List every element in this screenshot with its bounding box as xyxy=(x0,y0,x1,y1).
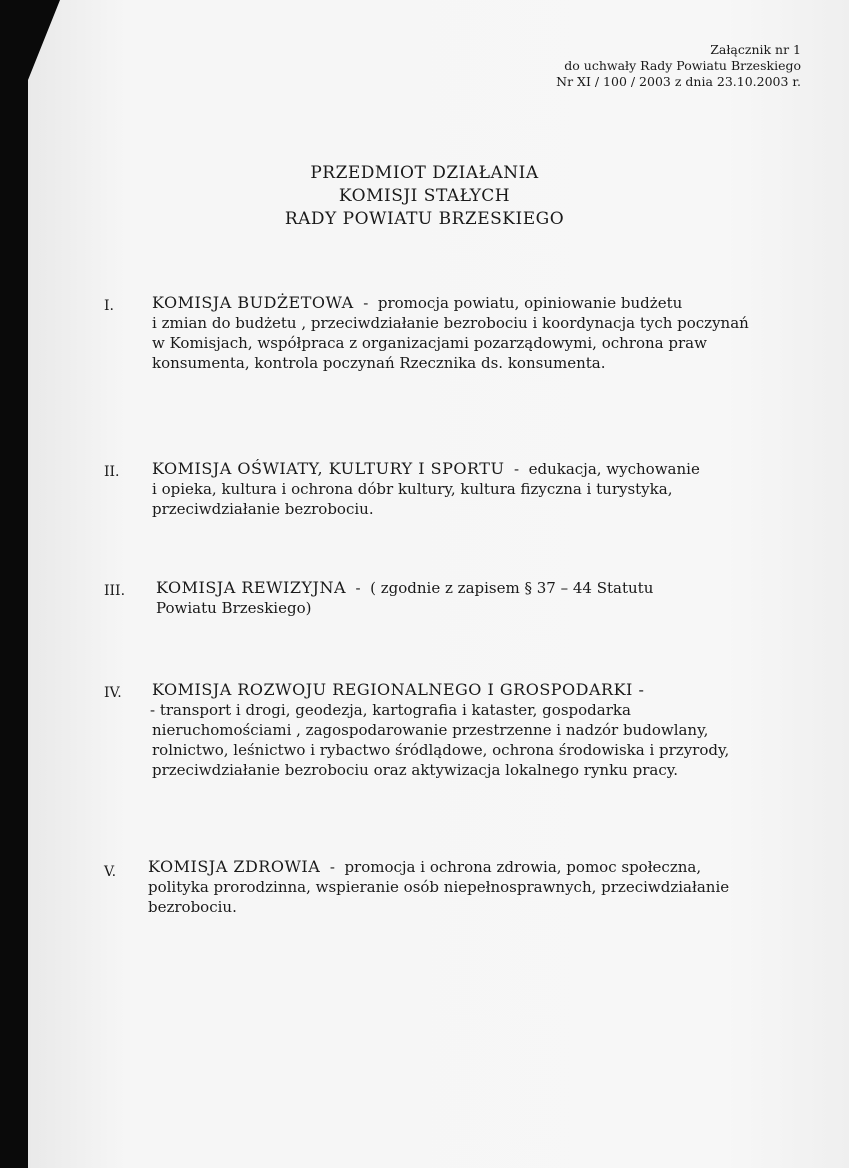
title-line-2: KOMISJI STAŁYCH xyxy=(338,186,511,206)
annex-number: Załącznik nr 1 xyxy=(710,42,801,57)
committee-name: KOMISJA REWIZYJNA xyxy=(156,578,346,597)
item-number: IV. xyxy=(104,685,122,701)
item-number: V. xyxy=(104,864,117,880)
annex-reference: Nr XI / 100 / 2003 z dnia 23.10.2003 r. xyxy=(556,74,801,89)
committee-name: KOMISJA BUDŻETOWA xyxy=(152,293,354,312)
item-number: III. xyxy=(104,583,126,599)
committee-regional-development: IV. KOMISJA ROZWOJU REGIONALNEGO I GROSPODARKI - - transport i drogi, geodezja, kartografia i kataster, gospodarka nieruchomościami , zagospodarowanie przestrzenne i nadzór budowlany, rolnictwo, leśnictwo i rybactwo śródlądowe, ochrona środowiska i przyrody, przeciwdziałanie bezrobociu oraz aktywizacja lokalnego rynku pracy. xyxy=(104,680,730,779)
committee-education: II. KOMISJA OŚWIATY, KULTURY I SPORTU - edukacja, wychowanie i opieka, kultura i ochrona dóbr kultury, kultura fizyczna i turystyka, przeciwdziałanie bezrobociu. xyxy=(104,459,700,518)
annex-resolution: do uchwały Rady Powiatu Brzeskiego xyxy=(564,58,801,73)
committee-budget: I. KOMISJA BUDŻETOWA - promocja powiatu, opiniowanie budżetu i zmian do budżetu , przeciwdziałanie bezrobociu i koordynacja tych poczynań w Komisjach, współpraca z organizacjami pozarządowymi, ochrona praw konsumenta, kontrola poczynań Rzecznika ds. konsumenta. xyxy=(104,293,749,372)
committee-health: V. KOMISJA ZDROWIA - promocja i ochrona zdrowia, pomoc społeczna, polityka prorodzinna, wspieranie osób niepełnosprawnych, przeciwdziałanie bezrobociu. xyxy=(104,857,730,916)
document-title xyxy=(0,162,849,231)
scan-folded-corner xyxy=(0,0,60,150)
committee-name: KOMISJA ZDROWIA xyxy=(148,857,321,876)
committee-audit: III. KOMISJA REWIZYJNA - ( zgodnie z zapisem § 37 – 44 Statutu Powiatu Brzeskiego) xyxy=(104,578,654,617)
annex-header xyxy=(556,42,801,90)
title-line-3: RADY POWIATU BRZESKIEGO xyxy=(284,209,565,229)
item-number: I. xyxy=(104,298,114,314)
committee-name: KOMISJA OŚWIATY, KULTURY I SPORTU xyxy=(152,459,505,478)
title-line-1: PRZEDMIOT DZIAŁANIA xyxy=(310,163,539,183)
item-number: II. xyxy=(104,464,120,480)
committee-name: KOMISJA ROZWOJU REGIONALNEGO I GROSPODARKI - xyxy=(152,680,645,699)
